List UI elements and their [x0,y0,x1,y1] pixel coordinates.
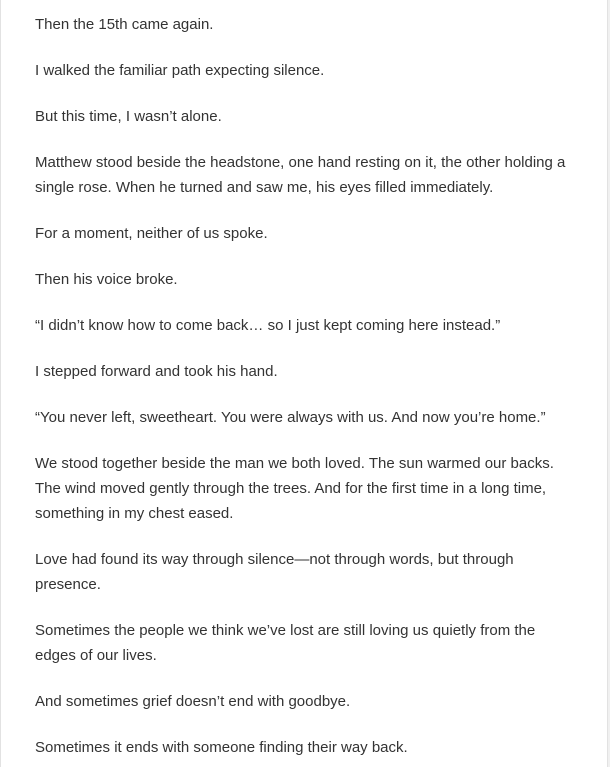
paragraph: Matthew stood beside the headstone, one hand resting on it, the other holding a single rose. When he turned and saw me, his eyes filled immediately. [35,154,566,196]
paragraph: Sometimes it ends with someone finding their way back. [35,739,408,756]
paragraph: For a moment, neither of us spoke. [35,225,268,242]
paragraph: But this time, I wasn’t alone. [35,108,222,125]
paragraph: Love had found its way through silence—not through words, but through presence. [35,551,514,593]
paragraph: Sometimes the people we think we’ve lost are still loving us quietly from the edges of our lives. [35,622,536,664]
paragraph: “I didn’t know how to come back… so I just kept coming here instead.” [35,317,501,334]
paragraph: We stood together beside the man we both loved. The sun warmed our backs. The wind moved gently through the trees. And for the first time in a long time, something in my chest eased. [35,455,554,522]
paragraph: I walked the familiar path expecting silence. [35,62,325,79]
paragraph: Then the 15th came again. [35,16,214,33]
paragraph: Then his voice broke. [35,271,178,288]
article-body [1,0,607,760]
paragraph: And sometimes grief doesn’t end with goodbye. [35,693,351,710]
paragraph: I stepped forward and took his hand. [35,363,278,380]
paragraph: “You never left, sweetheart. You were always with us. And now you’re home.” [35,409,546,426]
